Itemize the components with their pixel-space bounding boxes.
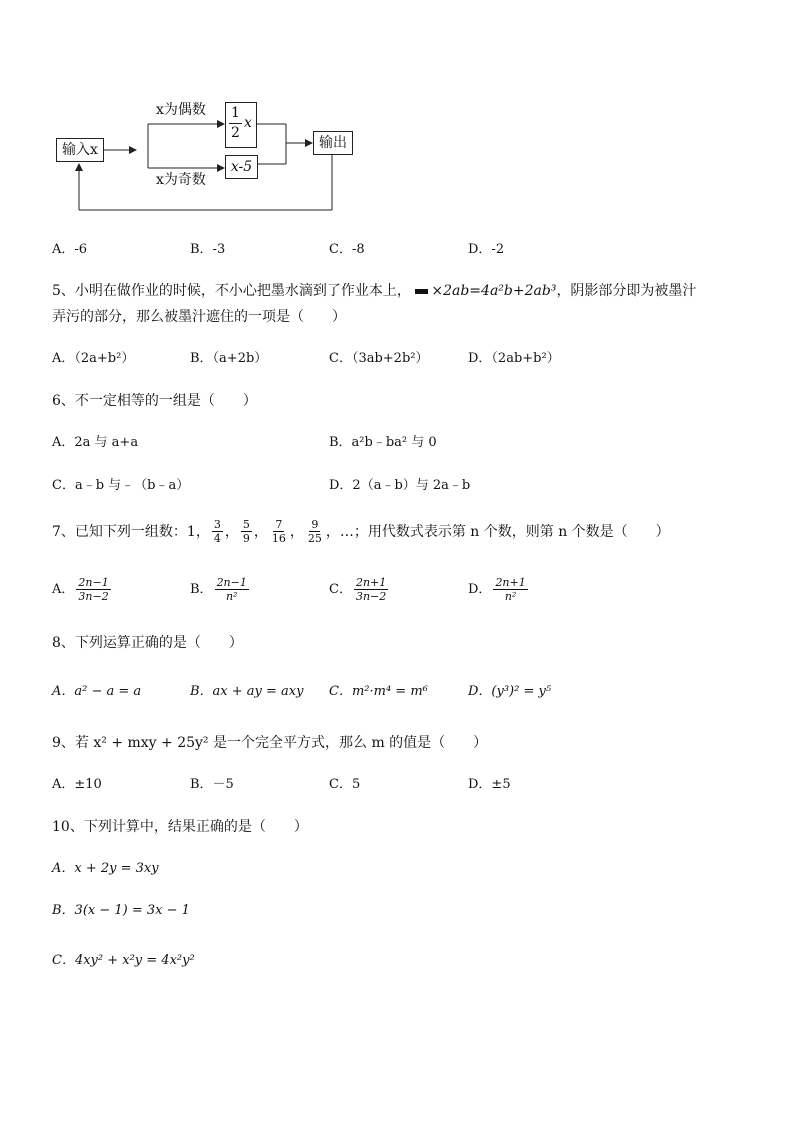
q7-option-d[interactable]: [468, 576, 530, 603]
flowchart-odd-op: x-5: [230, 159, 253, 175]
q5-expression: ×2ab=4a²b+2ab³: [431, 283, 557, 299]
q7-stem-part1: 7、已知下列一组数：1，: [52, 523, 210, 540]
q8-stem: 8、下列运算正确的是（ ）: [52, 635, 243, 651]
q4-option-b[interactable]: B．-3: [190, 242, 226, 257]
flowchart-input-label: 输入x: [62, 142, 98, 158]
flowchart-half-den: 2: [231, 125, 240, 141]
q7-option-frac: $\frac{2n-1}{3n-2}$: [78, 576, 109, 603]
q4-option-c[interactable]: C．-8: [329, 242, 365, 257]
q5-stem-part1: 5、小明在做作业的时候，不小心把墨水滴到了作业本上，: [52, 283, 411, 299]
q5-stem-line1: [52, 281, 696, 301]
q8-option-b[interactable]: B．ax + ay = axy: [190, 684, 304, 699]
q5-option-d[interactable]: D．（2ab+b²）: [468, 351, 560, 366]
q7-option-letter: C．: [329, 581, 352, 597]
flowchart-output-box: [313, 131, 353, 155]
flowchart-half-var: x: [244, 115, 252, 131]
q7-option-frac: $\frac{2n+1}{3n-2}$: [355, 576, 387, 603]
flowchart-odd-label: x为奇数: [156, 172, 206, 188]
q7-option-letter: A．: [52, 581, 75, 597]
q7-seq-term: $\frac{5}{9}$: [242, 518, 250, 545]
q6-option-b[interactable]: B．a²b﹣ba² 与 0: [329, 435, 437, 450]
q7-seq-term: $\frac{3}{4}$: [213, 518, 221, 545]
q8-option-a[interactable]: A．a² − a = a: [52, 684, 142, 699]
q4-option-a[interactable]: A．-6: [52, 242, 88, 257]
q6-stem: 6、不一定相等的一组是（ ）: [52, 393, 257, 409]
flowchart-input-box: [56, 138, 104, 162]
q7-stem-part2: ，…；用代数式表示第 n 个数，则第 n 个数是（ ）: [325, 523, 670, 540]
q8-option-d[interactable]: D．(y³)² = y⁵: [468, 684, 552, 699]
q7-option-c[interactable]: [329, 576, 390, 603]
q7-seq-term: $\frac{7}{16}$: [271, 518, 286, 545]
q5-option-a[interactable]: A．（2a+b²）: [52, 351, 135, 366]
q7-seq-term: $\frac{9}{25}$: [307, 518, 322, 545]
q10-option-c[interactable]: C．4xy² + x²y = 4x²y²: [52, 953, 195, 968]
flowchart-half-num: 1: [231, 105, 240, 121]
q6-option-a[interactable]: A．2a 与 a+a: [52, 435, 139, 450]
q5-option-b[interactable]: B．（a+2b）: [190, 351, 268, 366]
q5-option-c[interactable]: C．（3ab+2b²）: [329, 351, 429, 366]
q6-option-c[interactable]: C．a﹣b 与﹣（b﹣a）: [52, 478, 190, 493]
flowchart-output-label: 输出: [319, 135, 347, 151]
flowchart-connectors: [0, 0, 794, 230]
ink-blot-icon: [415, 289, 428, 294]
q8-option-c[interactable]: C．m²·m⁴ = m⁶: [329, 684, 428, 699]
q10-option-b[interactable]: B．3(x − 1) = 3x − 1: [52, 903, 190, 918]
q5-stem-line2: 弄污的部分，那么被墨汁遮住的一项是（ ）: [52, 309, 346, 325]
q9-option-b[interactable]: B．－5: [190, 777, 234, 792]
q5-stem-part2: ，阴影部分即为被墨汁: [556, 283, 697, 299]
q10-option-a[interactable]: A．x + 2y = 3xy: [52, 861, 159, 876]
q7-option-frac: $\frac{2n-1}{\text{n²}}$: [216, 576, 247, 603]
q7-option-a[interactable]: [52, 576, 113, 603]
q9-option-d[interactable]: D．±5: [468, 777, 511, 792]
flowchart-half-bar: [229, 123, 242, 124]
q7-option-b[interactable]: [190, 576, 251, 603]
q7-option-letter: D．: [468, 581, 492, 597]
q7-stem: 7、已知下列一组数：1， $\frac{3}{4}$ ， $\frac{5}{9}$ ， $\frac{7}{16}$ ， $\frac{9}{25}$ ，…；用代数式表示第 n 个数，则第 n 个数是（ ）: [52, 518, 670, 545]
q9-option-c[interactable]: C．5: [329, 777, 361, 792]
q7-option-frac: $\frac{2n+1}{\text{n²}}$: [495, 576, 526, 603]
q4-option-d[interactable]: D．-2: [468, 242, 505, 257]
flowchart-half-box: [225, 102, 257, 148]
q9-stem: 9、若 x² + mxy + 25y² 是一个完全平方式，那么 m 的值是（ ）: [52, 735, 488, 751]
flowchart-even-label: x为偶数: [156, 102, 206, 118]
q9-option-a[interactable]: A．±10: [52, 777, 102, 792]
q7-option-letter: B．: [190, 581, 213, 597]
flowchart-minus5-box: [225, 155, 258, 179]
q6-option-d[interactable]: D．2（a﹣b）与 2a﹣b: [329, 478, 471, 493]
q10-stem: 10、下列计算中，结果正确的是（ ）: [52, 819, 308, 835]
